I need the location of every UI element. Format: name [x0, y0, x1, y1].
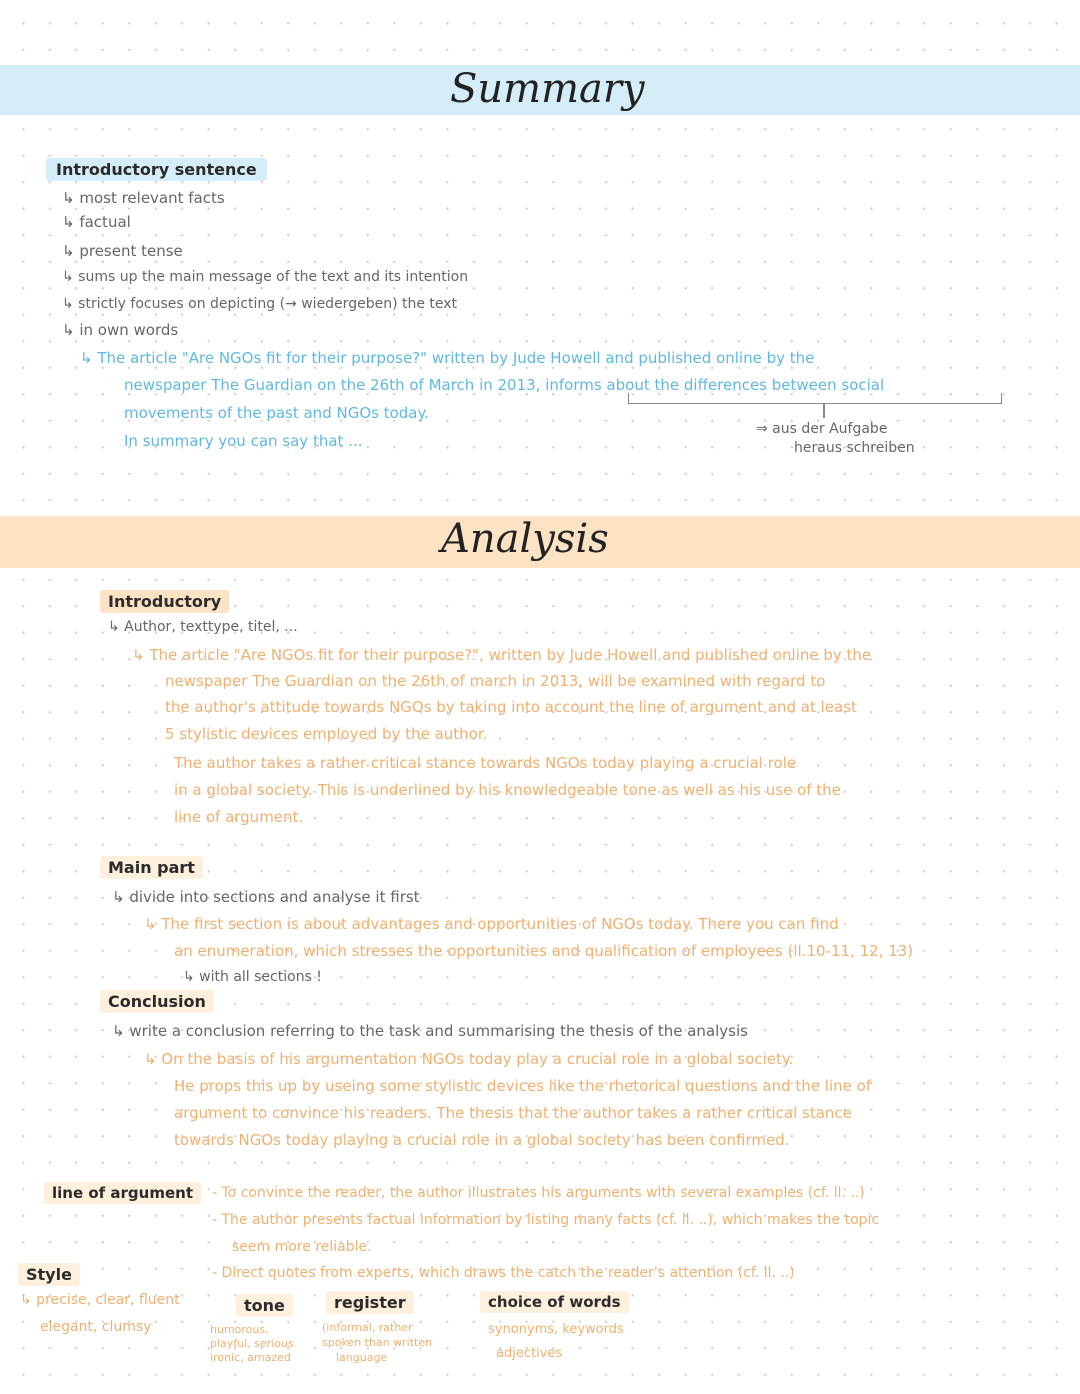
summary-bracket-stem: [823, 404, 825, 418]
analysis-intro-line: The author takes a rather critical stance towards NGOs today playing a crucial role: [174, 754, 797, 772]
tone-line: playful, serious: [210, 1337, 294, 1350]
register-line: spoken than written: [322, 1336, 433, 1349]
analysis-intro-line: 5 stylistic devices employed by the author.: [165, 725, 488, 743]
choice-of-words-line: adjectives: [496, 1346, 563, 1361]
analysis-main-line: ↳ The first section is about advantages and opportunities of NGOs today. There you can find: [144, 915, 839, 933]
analysis-intro-line: newspaper The Guardian on the 26th of march in 2013, will be examined with regard to: [165, 672, 826, 690]
summary-intro-heading: [46, 160, 267, 179]
analysis-conclusion-line: ↳ On the basis of his argumentation NGOs today play a crucial role in a global society.: [144, 1050, 794, 1068]
analysis-conclusion-heading: [100, 992, 214, 1011]
summary-example-line: ↳ The article "Are NGOs fit for their purpose?" written by Jude Howell and published online by the: [80, 349, 815, 367]
summary-bullet: ↳ most relevant facts: [62, 189, 225, 207]
style-line: elegant, clumsy: [40, 1319, 152, 1335]
line-of-argument-line: seem more reliable.: [232, 1239, 372, 1255]
analysis-title: Analysis: [441, 516, 609, 562]
analysis-intro-line: line of argument.: [174, 808, 304, 826]
line-of-argument-line: - The author presents factual information by listing many facts (cf. ll. ..), which makes the topic: [212, 1212, 880, 1228]
analysis-conclusion-line: towards NGOs today playing a crucial role in a global society has been confirmed.: [174, 1131, 790, 1149]
register-line: (informal, rather: [322, 1321, 413, 1334]
choice-of-words-heading-text: choice of words: [480, 1291, 629, 1313]
tone-line: humorous,: [210, 1323, 269, 1336]
analysis-intro-heading: [100, 592, 229, 611]
line-of-argument-line: - To convince the reader, the author illustrates his arguments with several examples (cf. ll. ..): [212, 1185, 865, 1201]
choice-of-words-line: synonyms, keywords: [488, 1322, 624, 1337]
summary-title: Summary: [450, 66, 645, 112]
register-line: language: [336, 1351, 388, 1364]
line-of-argument-line: - Direct quotes from experts, which draws the catch the reader's attention (cf. ll. ..): [212, 1265, 795, 1281]
register-heading: [326, 1293, 414, 1312]
summary-bracket: [628, 393, 1002, 404]
analysis-conclusion-line: He props this up by useing some stylistic devices like the rhetorical questions and the line of: [174, 1077, 872, 1095]
summary-side-note: ⇒ aus der Aufgabe: [756, 421, 888, 437]
tone-line: ironic, amazed: [210, 1351, 291, 1364]
summary-bullet: ↳ sums up the main message of the text and its intention: [62, 269, 469, 285]
style-line: ↳ precise, clear, fluent: [20, 1292, 180, 1308]
summary-bullet: ↳ present tense: [62, 242, 183, 260]
line-of-argument-heading-text: line of argument: [44, 1182, 201, 1204]
summary-bullet: ↳ in own words: [62, 321, 179, 339]
analysis-conclusion-sub: ↳ write a conclusion referring to the task and summarising the thesis of the analysis: [112, 1022, 748, 1040]
summary-side-note: heraus schreiben: [794, 440, 915, 456]
summary-intro-heading-text: Introductory sentence: [46, 158, 267, 181]
summary-example-line: In summary you can say that ...: [124, 432, 363, 450]
register-heading-text: register: [326, 1291, 414, 1314]
tone-heading-text: tone: [236, 1294, 293, 1317]
analysis-main-note: ↳ with all sections !: [183, 969, 322, 985]
tone-heading: [236, 1296, 293, 1315]
analysis-main-line: an enumeration, which stresses the opportunities and qualification of employees (ll.10-11, 12, 13): [174, 942, 914, 960]
summary-bullet: ↳ factual: [62, 213, 131, 231]
analysis-intro-line: ↳ The article "Are NGOs fit for their purpose?", written by Jude Howell and published online by the: [132, 646, 872, 664]
summary-bullet: ↳ strictly focuses on depicting (→ wiedergeben) the text: [62, 296, 458, 312]
analysis-main-heading-text: Main part: [100, 856, 203, 879]
summary-example-line: movements of the past and NGOs today.: [124, 404, 429, 422]
summary-example-line: newspaper The Guardian on the 26th of March in 2013, informs about the differences between social: [124, 376, 885, 394]
analysis-intro-heading-text: Introductory: [100, 590, 229, 613]
analysis-conclusion-line: argument to convince his readers. The thesis that the author takes a rather critical stance: [174, 1104, 852, 1122]
style-heading: [18, 1265, 80, 1284]
style-heading-text: Style: [18, 1263, 80, 1286]
line-of-argument-heading: [44, 1184, 201, 1202]
choice-of-words-heading: [480, 1293, 629, 1311]
analysis-intro-line: the author's attitude towards NGOs by taking into account the line of argument and at least: [165, 698, 857, 716]
analysis-main-heading: [100, 858, 203, 877]
analysis-main-sub: ↳ divide into sections and analyse it first: [112, 888, 420, 906]
analysis-conclusion-heading-text: Conclusion: [100, 990, 214, 1013]
analysis-intro-line: in a global society. This is underlined by his knowledgeable tone as well as his use of the: [174, 781, 841, 799]
analysis-intro-sub: ↳ Author, texttype, titel, ...: [108, 619, 298, 635]
